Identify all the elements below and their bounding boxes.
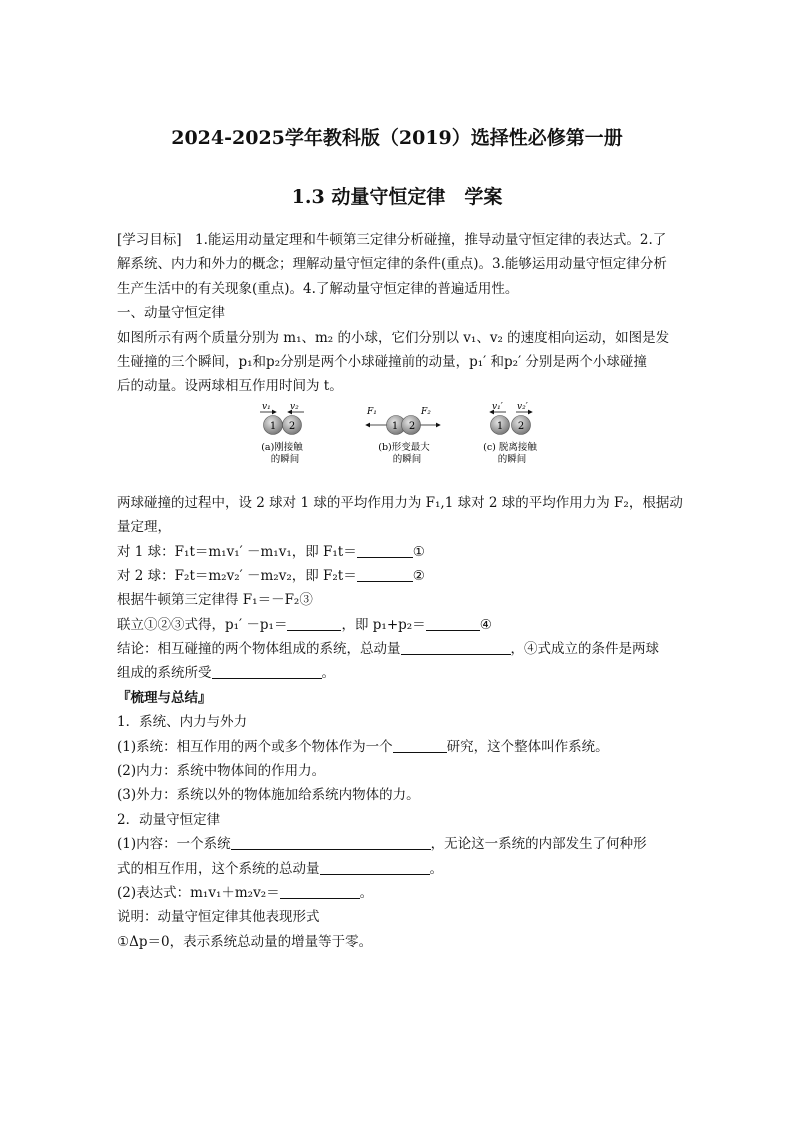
note-line: ①Δp＝0，表示系统总动量的增量等于零。 — [117, 933, 373, 950]
paragraph-line: 后的动量。设两球相互作用时间为 t。 — [117, 378, 343, 395]
equation-text: ，即 p₁+p₂＝ — [341, 616, 426, 633]
fill-blank[interactable] — [280, 884, 360, 899]
paragraph-line: 生碰撞的三个瞬间，p₁和p₂分别是两个小球碰撞前的动量，p₁′ 和p₂′ 分别是两个小球碰撞 — [117, 353, 647, 370]
fill-blank[interactable] — [212, 664, 322, 679]
conclusion-text: ，④式成立的条件是两球 — [510, 641, 659, 658]
content-text: (1)内容：一个系统 — [117, 836, 231, 853]
fill-blank[interactable] — [357, 567, 413, 582]
document-body — [117, 228, 683, 954]
equation-line — [117, 613, 679, 637]
document-title: 2024-2025学年教科版（2019）选择性必修第一册 — [171, 127, 623, 149]
paragraph-line: 量定理， — [117, 519, 171, 536]
fill-blank[interactable] — [426, 616, 480, 631]
subheading: 2．动量守恒定律 — [117, 811, 221, 828]
equation-line — [117, 540, 679, 564]
equation-text: 联立①②③式得，p₁′ －p₁＝ — [117, 616, 288, 633]
conclusion-text: 结论：相互碰撞的两个物体组成的系统，总动量 — [117, 641, 401, 658]
definition-text: (1)系统：相互作用的两个或多个物体作为一个 — [117, 738, 393, 755]
ball-label: 2 — [408, 420, 416, 432]
figure-caption: 的瞬间 — [497, 453, 527, 465]
content-line — [117, 832, 679, 856]
definition-text: 研究，这个整体叫作系统。 — [446, 738, 609, 755]
force-label: F₁ — [367, 406, 377, 417]
content-line — [117, 881, 679, 905]
ball-label: 1 — [496, 420, 504, 432]
velocity-label: v₁′ — [492, 401, 503, 412]
collision-diagram — [254, 399, 554, 487]
objectives-line: [学习目标] 1.能运用动量定理和牛顿第三定律分析碰撞，推导动量守恒定律的表达式。2.了 — [117, 232, 667, 248]
velocity-label: v₁ — [262, 401, 271, 412]
note-line: 说明：动量守恒定律其他表现形式 — [117, 909, 320, 926]
figure-caption: 的瞬间 — [270, 453, 300, 465]
panel-b — [366, 407, 440, 465]
equation-line: 根据牛顿第三定律得 F₁＝－F₂③ — [117, 592, 313, 609]
conclusion-text: 组成的系统所受 — [117, 665, 212, 682]
equation-number: ① — [412, 543, 425, 560]
force-label: F₂ — [421, 406, 431, 417]
fill-blank[interactable] — [401, 640, 511, 655]
panel-a — [260, 402, 304, 465]
conclusion-text: 。 — [321, 665, 335, 682]
definition-line — [117, 735, 679, 759]
figure-caption: (c) 脱离接触 — [483, 441, 537, 453]
paragraph-line: 如图所示有两个质量分别为 m₁、m₂ 的小球，它们分别以 v₁、v₂ 的速度相向运动，如图是发 — [117, 329, 670, 346]
velocity-label: v₂ — [290, 401, 299, 412]
panel-c — [483, 402, 537, 465]
content-text: 。 — [429, 860, 443, 877]
section-heading: 一、动量守恒定律 — [117, 305, 225, 322]
conclusion-line — [117, 661, 679, 685]
content-text: 。 — [359, 884, 374, 901]
figure-caption: (b)形变最大 — [378, 441, 430, 453]
ball-label: 2 — [517, 420, 525, 432]
equation-number: ② — [412, 567, 425, 584]
fill-blank[interactable] — [287, 616, 341, 631]
lesson-title: 1.3 动量守恒定律 学案 — [291, 186, 503, 208]
objectives-line: 生产生活中的有关现象(重点)。4.了解动量守恒定律的普遍适用性。 — [117, 280, 519, 297]
definition-line: (3)外力：系统以外的物体施加给系统内物体的力。 — [117, 787, 420, 804]
equation-text: 对 1 球：F₁t＝m₁v₁′ －m₁v₁，即 F₁t＝ — [117, 543, 357, 560]
collision-figure — [117, 399, 679, 491]
equation-line — [117, 564, 679, 588]
equation-number: ④ — [479, 616, 492, 633]
ball-label: 1 — [391, 420, 399, 432]
fill-blank[interactable] — [320, 860, 430, 875]
content-text: (2)表达式：m₁v₁＋m₂v₂＝ — [117, 884, 280, 901]
equation-text: 对 2 球：F₂t＝m₂v₂′ －m₂v₂，即 F₂t＝ — [117, 567, 357, 584]
content-line — [117, 857, 679, 881]
objectives-line: 解系统、内力和外力的概念；理解动量守恒定律的条件(重点)。3.能够运用动量守恒定律分析 — [117, 256, 667, 273]
ball-label: 1 — [269, 420, 277, 432]
paragraph-line: 两球碰撞的过程中，设 2 球对 1 球的平均作用力为 F₁,1 球对 2 球的平均作用力为 F₂，根据动 — [117, 494, 683, 511]
summary-heading: 『梳理与总结』 — [117, 689, 212, 706]
fill-blank[interactable] — [231, 835, 431, 850]
ball-label: 2 — [288, 420, 296, 432]
conclusion-line — [117, 637, 679, 661]
figure-caption: (a)刚接触 — [261, 441, 303, 453]
definition-line: (2)内力：系统中物体间的作用力。 — [117, 763, 326, 780]
figure-caption: 的瞬间 — [392, 453, 422, 465]
fill-blank[interactable] — [393, 738, 447, 753]
content-text: ，无论这一系统的内部发生了何种形 — [430, 836, 647, 853]
fill-blank[interactable] — [357, 543, 413, 558]
content-text: 式的相互作用，这个系统的总动量 — [117, 860, 320, 877]
subheading: 1．系统、内力与外力 — [117, 714, 248, 731]
velocity-label: v₂′ — [517, 401, 528, 412]
